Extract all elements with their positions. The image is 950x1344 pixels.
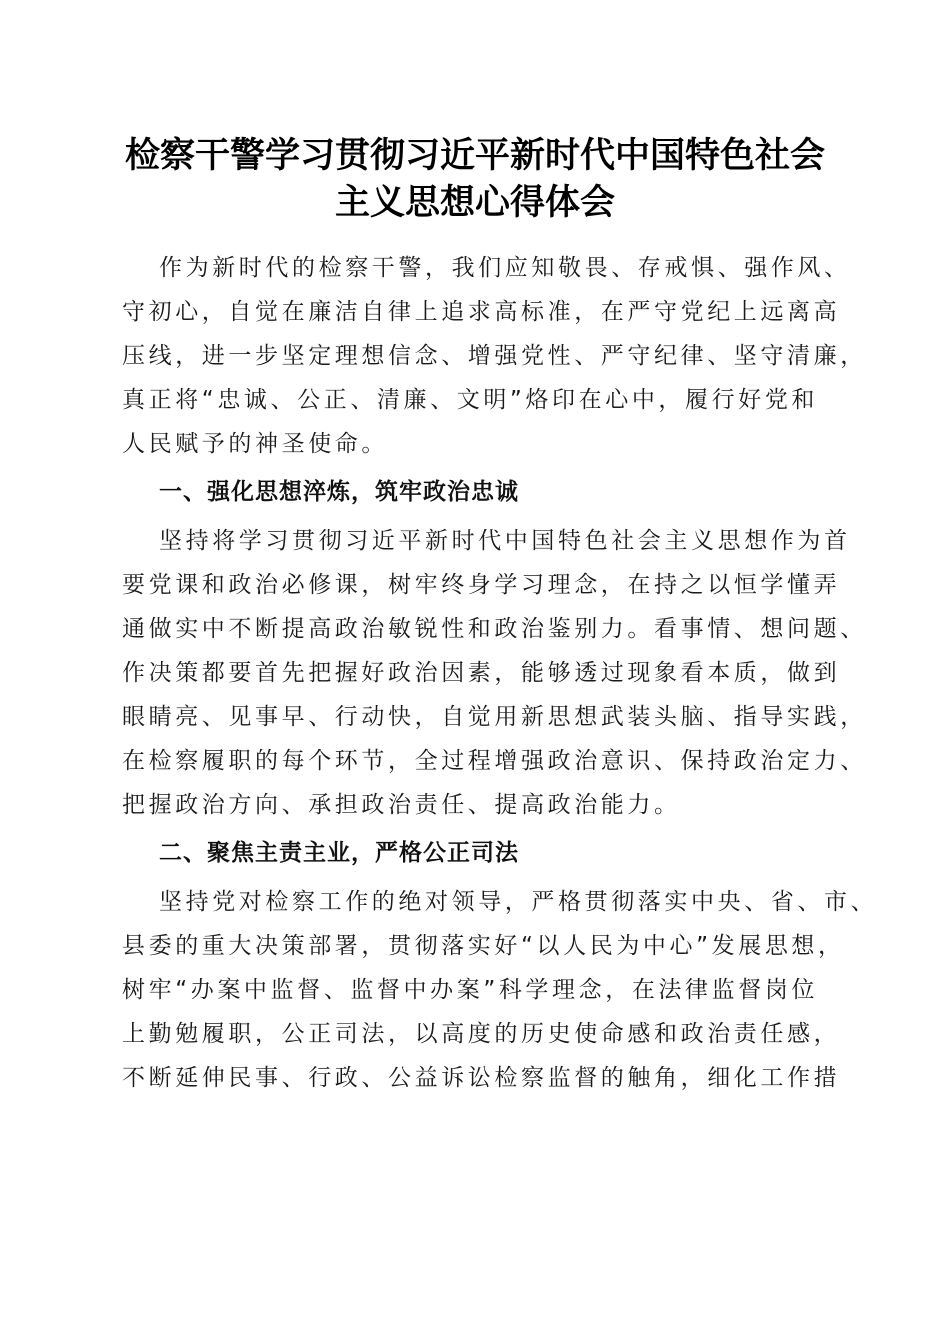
section-heading-1: 一、强化思想淬炼，筑牢政治忠诚 [159, 479, 519, 505]
paragraph-line: 树牢“办案中监督、监督中办案”科学理念，在法律监督岗位 [122, 977, 819, 1003]
paragraph-line: 把握政治方向、承担政治责任、提高政治能力。 [122, 792, 681, 818]
paragraph-line: 压线，进一步坚定理想信念、增强党性、严守纪律、坚守清廉， [122, 343, 867, 369]
document-title-line-2: 主义思想心得体会 [334, 182, 615, 223]
paragraph-line: 眼睛亮、见事早、行动快，自觉用新思想武装头脑、指导实践， [122, 704, 867, 730]
paragraph-line: 坚持党对检察工作的绝对领导，严格贯彻落实中央、省、市、 [159, 889, 878, 915]
paragraph-line: 不断延伸民事、行政、公益诉讼检察监督的触角，细化工作措 [122, 1065, 841, 1091]
paragraph-line: 上勤勉履职，公正司法，以高度的历史使命感和政治责任感， [122, 1021, 841, 1047]
paragraph-line: 真正将“忠诚、公正、清廉、文明”烙印在心中，履行好党和 [122, 387, 819, 413]
paragraph-line: 县委的重大决策部署，贯彻落实好“以人民为中心”发展思想， [122, 933, 845, 959]
paragraph-line: 人民赋予的神圣使命。 [122, 431, 388, 457]
paragraph-line: 守初心，自觉在廉洁自律上追求高标准，在严守党纪上远离高 [122, 299, 841, 325]
paragraph-line: 作为新时代的检察干警，我们应知敬畏、存戒惧、强作风、 [159, 255, 851, 281]
paragraph-line: 作决策都要首先把握好政治因素，能够透过现象看本质，做到 [122, 660, 841, 686]
paragraph-line: 通做实中不断提高政治敏锐性和政治鉴别力。看事情、想问题、 [122, 616, 867, 642]
paragraph-line: 坚持将学习贯彻习近平新时代中国特色社会主义思想作为首 [159, 528, 851, 554]
paragraph-line: 要党课和政治必修课，树牢终身学习理念，在持之以恒学懂弄 [122, 572, 841, 598]
document-title-line-1: 检察干警学习贯彻习近平新时代中国特色社会 [124, 135, 825, 176]
section-heading-2: 二、聚焦主责主业，严格公正司法 [159, 840, 519, 866]
paragraph-line: 在检察履职的每个环节，全过程增强政治意识、保持政治定力、 [122, 748, 867, 774]
